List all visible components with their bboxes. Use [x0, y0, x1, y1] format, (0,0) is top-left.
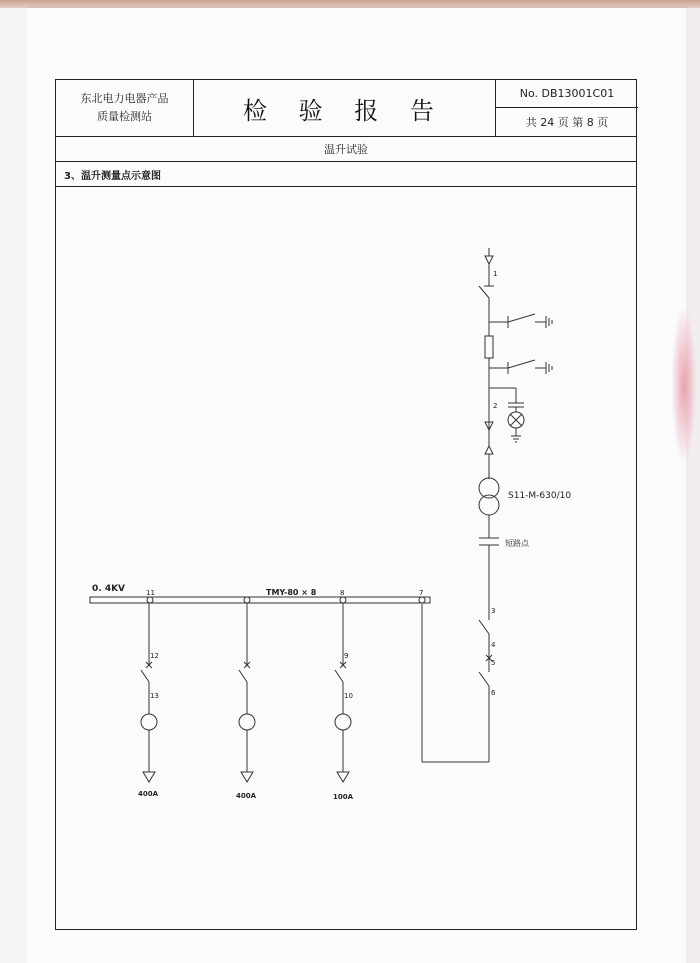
bus-point-8: [340, 597, 346, 603]
organization-subname: 质量检测站: [97, 110, 152, 123]
point-label-3: 3: [491, 607, 496, 615]
feeder-3-breaker: [335, 670, 343, 682]
feeder-3-ct: [335, 714, 351, 730]
point-label-10: 10: [344, 692, 353, 700]
point-label-9: 9: [344, 652, 349, 660]
main-breaker-2: [479, 672, 489, 686]
point-label-12: 12: [150, 652, 159, 660]
bus-point-11: [147, 597, 153, 603]
point-label-11: 11: [146, 589, 155, 597]
feeder-1-breaker: [141, 670, 149, 682]
main-breaker-1: [479, 620, 489, 634]
bus-point-7: [419, 597, 425, 603]
disconnect-switch-1: [479, 286, 489, 298]
point-label-8: 8: [340, 589, 345, 597]
section-title: 温升试验: [56, 137, 636, 162]
load-label-2: 400A: [236, 792, 257, 800]
cable-terminal-up: [485, 446, 493, 454]
point-label-7: 7: [419, 589, 424, 597]
organization-name: 东北电力电器产品: [80, 92, 169, 105]
fuse: [485, 336, 493, 358]
earth-switch-2: [508, 360, 535, 368]
point-label-2: 2: [493, 402, 498, 410]
point-label-5: 5: [491, 659, 496, 667]
short-circuit-label: 短路点: [505, 539, 529, 548]
point-label-1: 1: [493, 270, 498, 278]
point-label-6: 6: [491, 689, 496, 697]
report-number: No. DB13001C01: [496, 80, 638, 108]
page-count: 共 24 页 第 8 页: [525, 116, 609, 129]
earth-switch-1: [508, 314, 535, 322]
feeder-1-ct: [141, 714, 157, 730]
point-label-4: 4: [491, 641, 496, 649]
incoming-arrow: [485, 256, 493, 264]
voltage-label: 0. 4KV: [92, 584, 126, 594]
feeder-1-load-arrow: [143, 772, 155, 782]
feeder-2-breaker: [239, 670, 247, 682]
transformer-label: S11-M-630/10: [508, 491, 572, 501]
feeder-3-load-arrow: [337, 772, 349, 782]
busbar: [90, 597, 430, 603]
feeder-2-ct: [239, 714, 255, 730]
point-label-13: 13: [150, 692, 159, 700]
subsection-title: 3、温升测量点示意图: [56, 162, 636, 187]
report-title: 检 验 报 告: [194, 80, 496, 136]
busbar-label: TMY-80 × 8: [266, 588, 317, 597]
feeder-2-load-arrow: [241, 772, 253, 782]
load-label-3: 100A: [333, 793, 354, 801]
load-label-1: 400A: [138, 790, 159, 798]
